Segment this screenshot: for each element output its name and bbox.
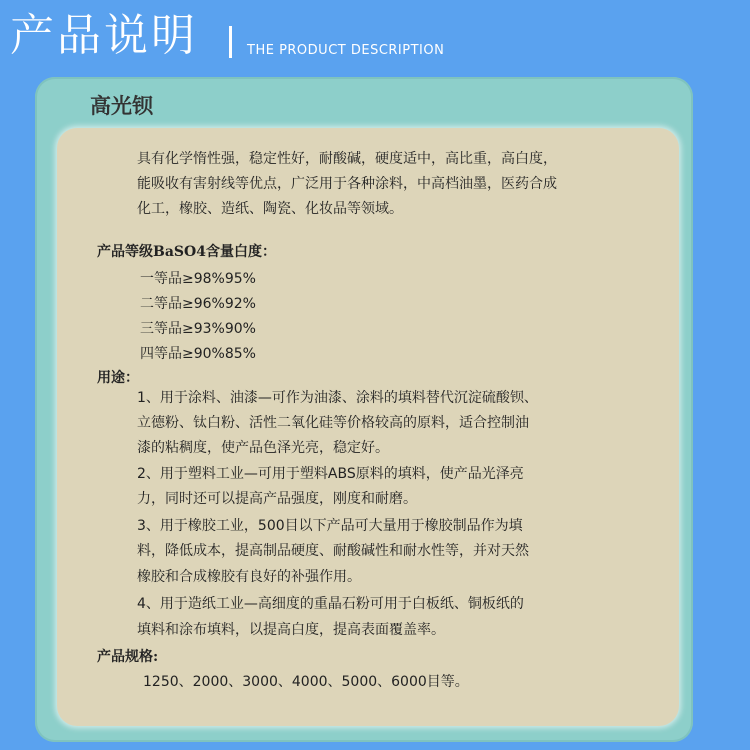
grade-item: 一等品≥98%95%: [140, 271, 256, 287]
spec-heading: 产品规格:: [97, 649, 159, 665]
grade-item: 三等品≥93%90%: [140, 321, 256, 337]
intro-line: 具有化学惰性强，稳定性好，耐酸碱，硬度适中，高比重，高白度，: [137, 151, 557, 167]
page-subtitle: THE PRODUCT DESCRIPTION: [247, 43, 445, 58]
page-title: 产品说明: [10, 10, 198, 61]
grade-item: 二等品≥96%92%: [140, 296, 256, 312]
usage-line: 填料和涂布填料，以提高白度，提高表面覆盖率。: [137, 622, 445, 638]
usage-heading: 用途：: [97, 370, 139, 386]
usage-line: 3、用于橡胶工业，500目以下产品可大量用于橡胶制品作为填: [137, 518, 523, 534]
usage-line: 立德粉、钛白粉、活性二氧化硅等价格较高的原料，适合控制油: [137, 415, 529, 431]
usage-line: 料，降低成本，提高制品硬度、耐酸碱性和耐水性等，并对天然: [137, 543, 529, 559]
spec-text: 1250、2000、3000、4000、5000、6000目等。: [143, 674, 469, 690]
grade-item: 四等品≥90%85%: [140, 346, 256, 362]
intro-line: 能吸收有害射线等优点，广泛用于各种涂料，中高档油墨，医药合成: [137, 176, 557, 192]
usage-line: 1、用于涂料、油漆—可作为油漆、涂料的填料替代沉淀硫酸钡、: [137, 390, 538, 406]
intro-line: 化工，橡胶、造纸、陶瓷、化妆品等领域。: [137, 201, 403, 217]
usage-line: 橡胶和合成橡胶有良好的补强作用。: [137, 569, 361, 585]
usage-line: 4、用于造纸工业—高细度的重晶石粉可用于白板纸、铜板纸的: [137, 596, 524, 612]
usage-line: 漆的粘稠度，使产品色泽光亮，稳定好。: [137, 440, 389, 456]
product-name: 高光钡: [90, 93, 153, 118]
usage-line: 2、用于塑料工业—可用于塑料ABS原料的填料，使产品光泽亮: [137, 466, 524, 482]
page-header: [0, 0, 750, 75]
usage-line: 力，同时还可以提高产品强度，刚度和耐磨。: [137, 491, 417, 507]
grade-heading: 产品等级BaSO4含量白度：: [97, 244, 276, 260]
title-divider: [229, 26, 232, 58]
